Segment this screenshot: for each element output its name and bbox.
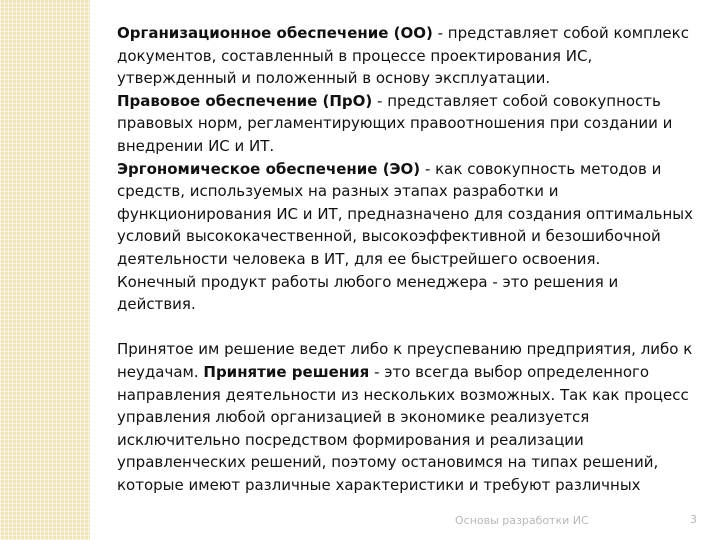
paragraph-decision-making bbox=[117, 338, 697, 496]
decision-definition-text: - это всегда выбор определенного направления деятельности из нескольких возможных. Так как процесс управления любой организацией в экономике реализуется исключительно посредством формирования и реализации управленческих решений, поэтому остановимся на типах решений, которые имеют различные характеристики и требуют различных bbox=[117, 362, 689, 494]
term-organizational-support: Организационное обеспечение (ОО) bbox=[117, 24, 433, 42]
definition-ergonomic-support: - как совокупность методов и средств, используемых на разных этапах разработки и функционирования ИС и ИТ, предназначено для создания оптимальных условий высококачественной, высокоэффективной и безошибочной деятельности человека в ИТ, для ее быстрейшего освоения. bbox=[117, 159, 693, 268]
paragraph-organizational-support bbox=[117, 22, 697, 90]
paragraph-legal-support bbox=[117, 90, 697, 158]
paragraph-spacer bbox=[117, 316, 697, 339]
paragraph-ergonomic-support bbox=[117, 158, 697, 271]
decorative-side-strip bbox=[0, 0, 90, 540]
decision-intro-text: Принятое им решение ведет либо к преуспеванию предприятия, либо к неудачам. bbox=[117, 340, 693, 381]
slide-page-number: 3 bbox=[690, 513, 697, 526]
term-ergonomic-support: Эргономическое обеспечение (ЭО) bbox=[117, 159, 421, 178]
paragraph-manager-product bbox=[117, 271, 697, 316]
slide-body bbox=[117, 22, 697, 540]
manager-product-text: Конечный продукт работы любого менеджера - это решения и действия. bbox=[117, 272, 619, 314]
definition-organizational-support: - представляет собой комплекс документов, составленный в процессе проектирования ИС, утвержденный и положенный в основу эксплуатации. bbox=[117, 24, 689, 88]
footer-presentation-title: Основы разработки ИС bbox=[455, 514, 589, 527]
term-decision-making: Принятие решения bbox=[203, 362, 370, 381]
term-legal-support: Правовое обеспечение (ПрО) bbox=[117, 91, 373, 110]
definition-legal-support: - представляет собой совокупность правовых норм, регламентирующих правоотношения при создании и внедрении ИС и ИТ. bbox=[117, 91, 673, 155]
